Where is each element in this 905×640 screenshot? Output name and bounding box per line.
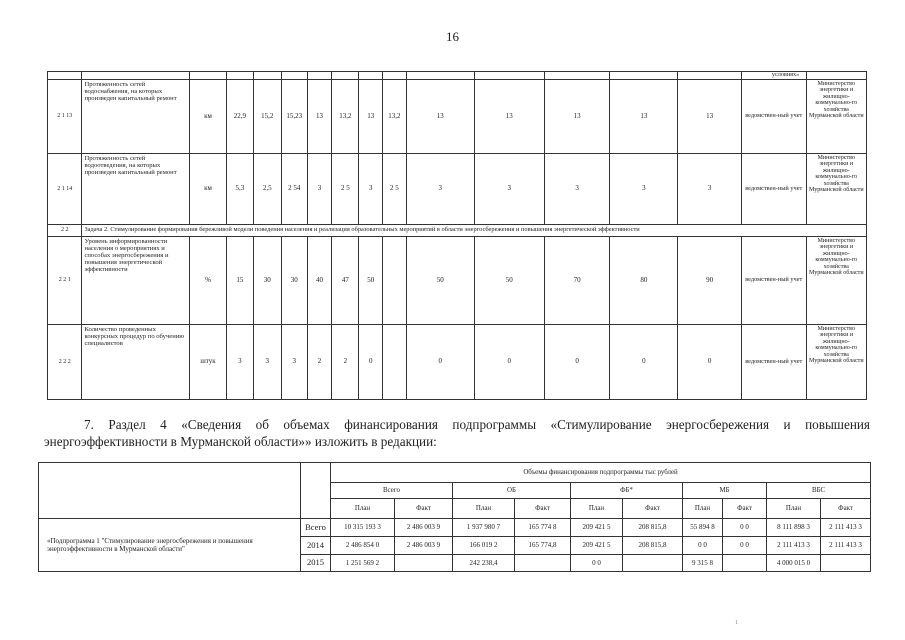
plan-header: План <box>767 499 821 519</box>
value-cell: 3 <box>359 154 383 225</box>
fact-header: Факт <box>623 499 683 519</box>
value-cell: 13 <box>544 80 610 154</box>
row-label: 2014 <box>301 537 331 555</box>
value-cell: 13 <box>610 80 678 154</box>
value-cell: 2 <box>307 325 332 400</box>
value-cell <box>383 237 407 325</box>
data-source: ведомствен-ный учет <box>741 154 806 225</box>
plan-header: План <box>331 499 395 519</box>
value-cell: 165 774 8 <box>515 519 571 537</box>
value-cell: 0 <box>474 325 544 400</box>
table-row <box>48 80 867 154</box>
task-title: Задача 2. Стимулирование формирования бережливой модели поведения населения и реализация образовательных мероприятий в области энергосбережения и повышения энергетической эффективности <box>82 225 867 237</box>
table-row <box>48 237 867 325</box>
value-cell: 0 0 <box>683 537 723 555</box>
row-number: 2 1 14 <box>48 154 82 225</box>
value-cell: 209 421 5 <box>571 519 623 537</box>
row-label: 2015 <box>301 555 331 572</box>
value-cell: 3 <box>544 154 610 225</box>
value-cell: 4 000 015 0 <box>767 555 821 572</box>
value-cell: 2 111 413 3 <box>821 519 871 537</box>
value-cell: 5,3 <box>226 154 253 225</box>
value-cell: 15,23 <box>281 80 307 154</box>
value-cell: 3 <box>307 154 332 225</box>
amendment-paragraph: 7. Раздел 4 «Сведения об объемах финансирования подпрограммы «Стимулирование энергосбережения и повышения энергоэффективности в Мурманской области»» изложить в редакции: <box>44 417 870 449</box>
data-source: ведомствен-ный учет <box>741 237 806 325</box>
value-cell: 50 <box>474 237 544 325</box>
group-header: ФБ* <box>571 483 683 499</box>
value-cell: 13,2 <box>383 80 407 154</box>
indicators-table <box>47 71 867 400</box>
value-cell: 13 <box>359 80 383 154</box>
row-number: 2 2 <box>48 225 82 237</box>
value-cell: 0 0 <box>723 537 767 555</box>
value-cell: 165 774,8 <box>515 537 571 555</box>
data-source: ведомствен-ный учет <box>741 325 806 400</box>
value-cell: 13 <box>307 80 332 154</box>
fact-header: Факт <box>723 499 767 519</box>
fact-header: Факт <box>515 499 571 519</box>
value-cell: 13,2 <box>332 80 359 154</box>
value-cell: 2,5 <box>253 154 281 225</box>
value-cell: 30 <box>253 237 281 325</box>
value-cell: 0 <box>610 325 678 400</box>
plan-header: План <box>683 499 723 519</box>
unit: % <box>190 237 227 325</box>
group-header: ОБ <box>453 483 571 499</box>
finance-table <box>38 462 871 572</box>
value-cell: 50 <box>406 237 474 325</box>
finance-header: Объемы финансирования подпрограммы тыс рублей <box>331 463 871 483</box>
value-cell: 0 <box>359 325 383 400</box>
value-cell: 2 486 854 0 <box>331 537 395 555</box>
table-row <box>48 325 867 400</box>
value-cell: 208 815,8 <box>623 519 683 537</box>
page-number: 16 <box>446 29 459 44</box>
value-cell: 0 <box>544 325 610 400</box>
value-cell: 13 <box>406 80 474 154</box>
value-cell <box>723 555 767 572</box>
value-cell: 50 <box>359 237 383 325</box>
responsible-body: Министерство энергетики и жилищно-коммунально-го хозяйства Мурманской области <box>806 154 866 225</box>
value-cell: 2 111 413 3 <box>767 537 821 555</box>
value-cell: 3 <box>253 325 281 400</box>
value-cell: 47 <box>332 237 359 325</box>
value-cell: 2 <box>332 325 359 400</box>
data-source: ведомствен-ный учет <box>741 80 806 154</box>
value-cell: 166 019 2 <box>453 537 515 555</box>
value-cell: 13 <box>678 80 742 154</box>
value-cell: 90 <box>678 237 742 325</box>
value-cell: 9 315 8 <box>683 555 723 572</box>
continuation-row <box>48 72 867 80</box>
group-header: Всего <box>331 483 453 499</box>
plan-header: План <box>453 499 515 519</box>
group-header: МБ <box>683 483 767 499</box>
group-header: ВБС <box>767 483 871 499</box>
value-cell: 15,2 <box>253 80 281 154</box>
value-cell: 55 894 8 <box>683 519 723 537</box>
program-name: «Подпрограмма 1 "Стимулирование энергосбережения и повышения энергоэффективности в Мурманской области" <box>39 519 301 572</box>
plan-header: План <box>571 499 623 519</box>
value-cell: 1 937 980 7 <box>453 519 515 537</box>
row-label: Всего <box>301 519 331 537</box>
value-cell: 3 <box>610 154 678 225</box>
value-cell: 70 <box>544 237 610 325</box>
value-cell: 3 <box>406 154 474 225</box>
responsible-body: Министерство энергетики и жилищно-коммунально-го хозяйства Мурманской области <box>806 237 866 325</box>
value-cell <box>821 555 871 572</box>
continuation-text: условиях» <box>741 72 806 80</box>
unit: км <box>190 80 227 154</box>
table-row <box>39 519 871 537</box>
responsible-body: Министерство энергетики и жилищно-коммунально-го хозяйства Мурманской области <box>806 325 866 400</box>
value-cell: 3 <box>226 325 253 400</box>
value-cell: 209 421 5 <box>571 537 623 555</box>
value-cell: 22,9 <box>226 80 253 154</box>
value-cell: 0 <box>406 325 474 400</box>
fact-header: Факт <box>395 499 453 519</box>
value-cell: 2 486 003 9 <box>395 519 453 537</box>
value-cell: 0 0 <box>723 519 767 537</box>
value-cell: 15 <box>226 237 253 325</box>
task-row <box>48 225 867 237</box>
indicator-name: Протяженность сетей водоотведения, на которых произведен капитальный ремонт <box>82 154 190 225</box>
row-number: 2 2 2 <box>48 325 82 400</box>
value-cell: 3 <box>281 325 307 400</box>
value-cell <box>623 555 683 572</box>
value-cell: 40 <box>307 237 332 325</box>
fact-header: Факт <box>821 499 871 519</box>
row-number: 2 2 1 <box>48 237 82 325</box>
table-row <box>48 154 867 225</box>
indicator-name: Количество проведенных конкурсных процедур по обучению специалистов <box>82 325 190 400</box>
unit: штук <box>190 325 227 400</box>
value-cell: 3 <box>474 154 544 225</box>
value-cell <box>383 325 407 400</box>
indicator-name: Протяженность сетей водоснабжения, на которых произведен капитальный ремонт <box>82 80 190 154</box>
value-cell: 13 <box>474 80 544 154</box>
corner-mark: 1 <box>735 620 738 626</box>
value-cell: 8 111 898 3 <box>767 519 821 537</box>
value-cell: 1 251 569 2 <box>331 555 395 572</box>
value-cell: 208 815,8 <box>623 537 683 555</box>
value-cell: 0 <box>678 325 742 400</box>
indicator-name: Уровень информированности населения о мероприятиях и способах энергосбережения и повышения энергетической эффективности <box>82 237 190 325</box>
value-cell: 242 238,4 <box>453 555 515 572</box>
value-cell: 2 111 413 3 <box>821 537 871 555</box>
value-cell: 2 5 <box>383 154 407 225</box>
row-number: 2 1 13 <box>48 80 82 154</box>
value-cell: 80 <box>610 237 678 325</box>
responsible-body: Министерство энергетики и жилищно-коммунально-го хозяйства Мурманской области <box>806 80 866 154</box>
value-cell: 2 5 <box>332 154 359 225</box>
value-cell: 3 <box>678 154 742 225</box>
value-cell <box>515 555 571 572</box>
value-cell: 2 486 003 9 <box>395 537 453 555</box>
value-cell <box>395 555 453 572</box>
value-cell: 2 54 <box>281 154 307 225</box>
value-cell: 10 315 193 3 <box>331 519 395 537</box>
value-cell: 0 0 <box>571 555 623 572</box>
value-cell: 30 <box>281 237 307 325</box>
unit: км <box>190 154 227 225</box>
